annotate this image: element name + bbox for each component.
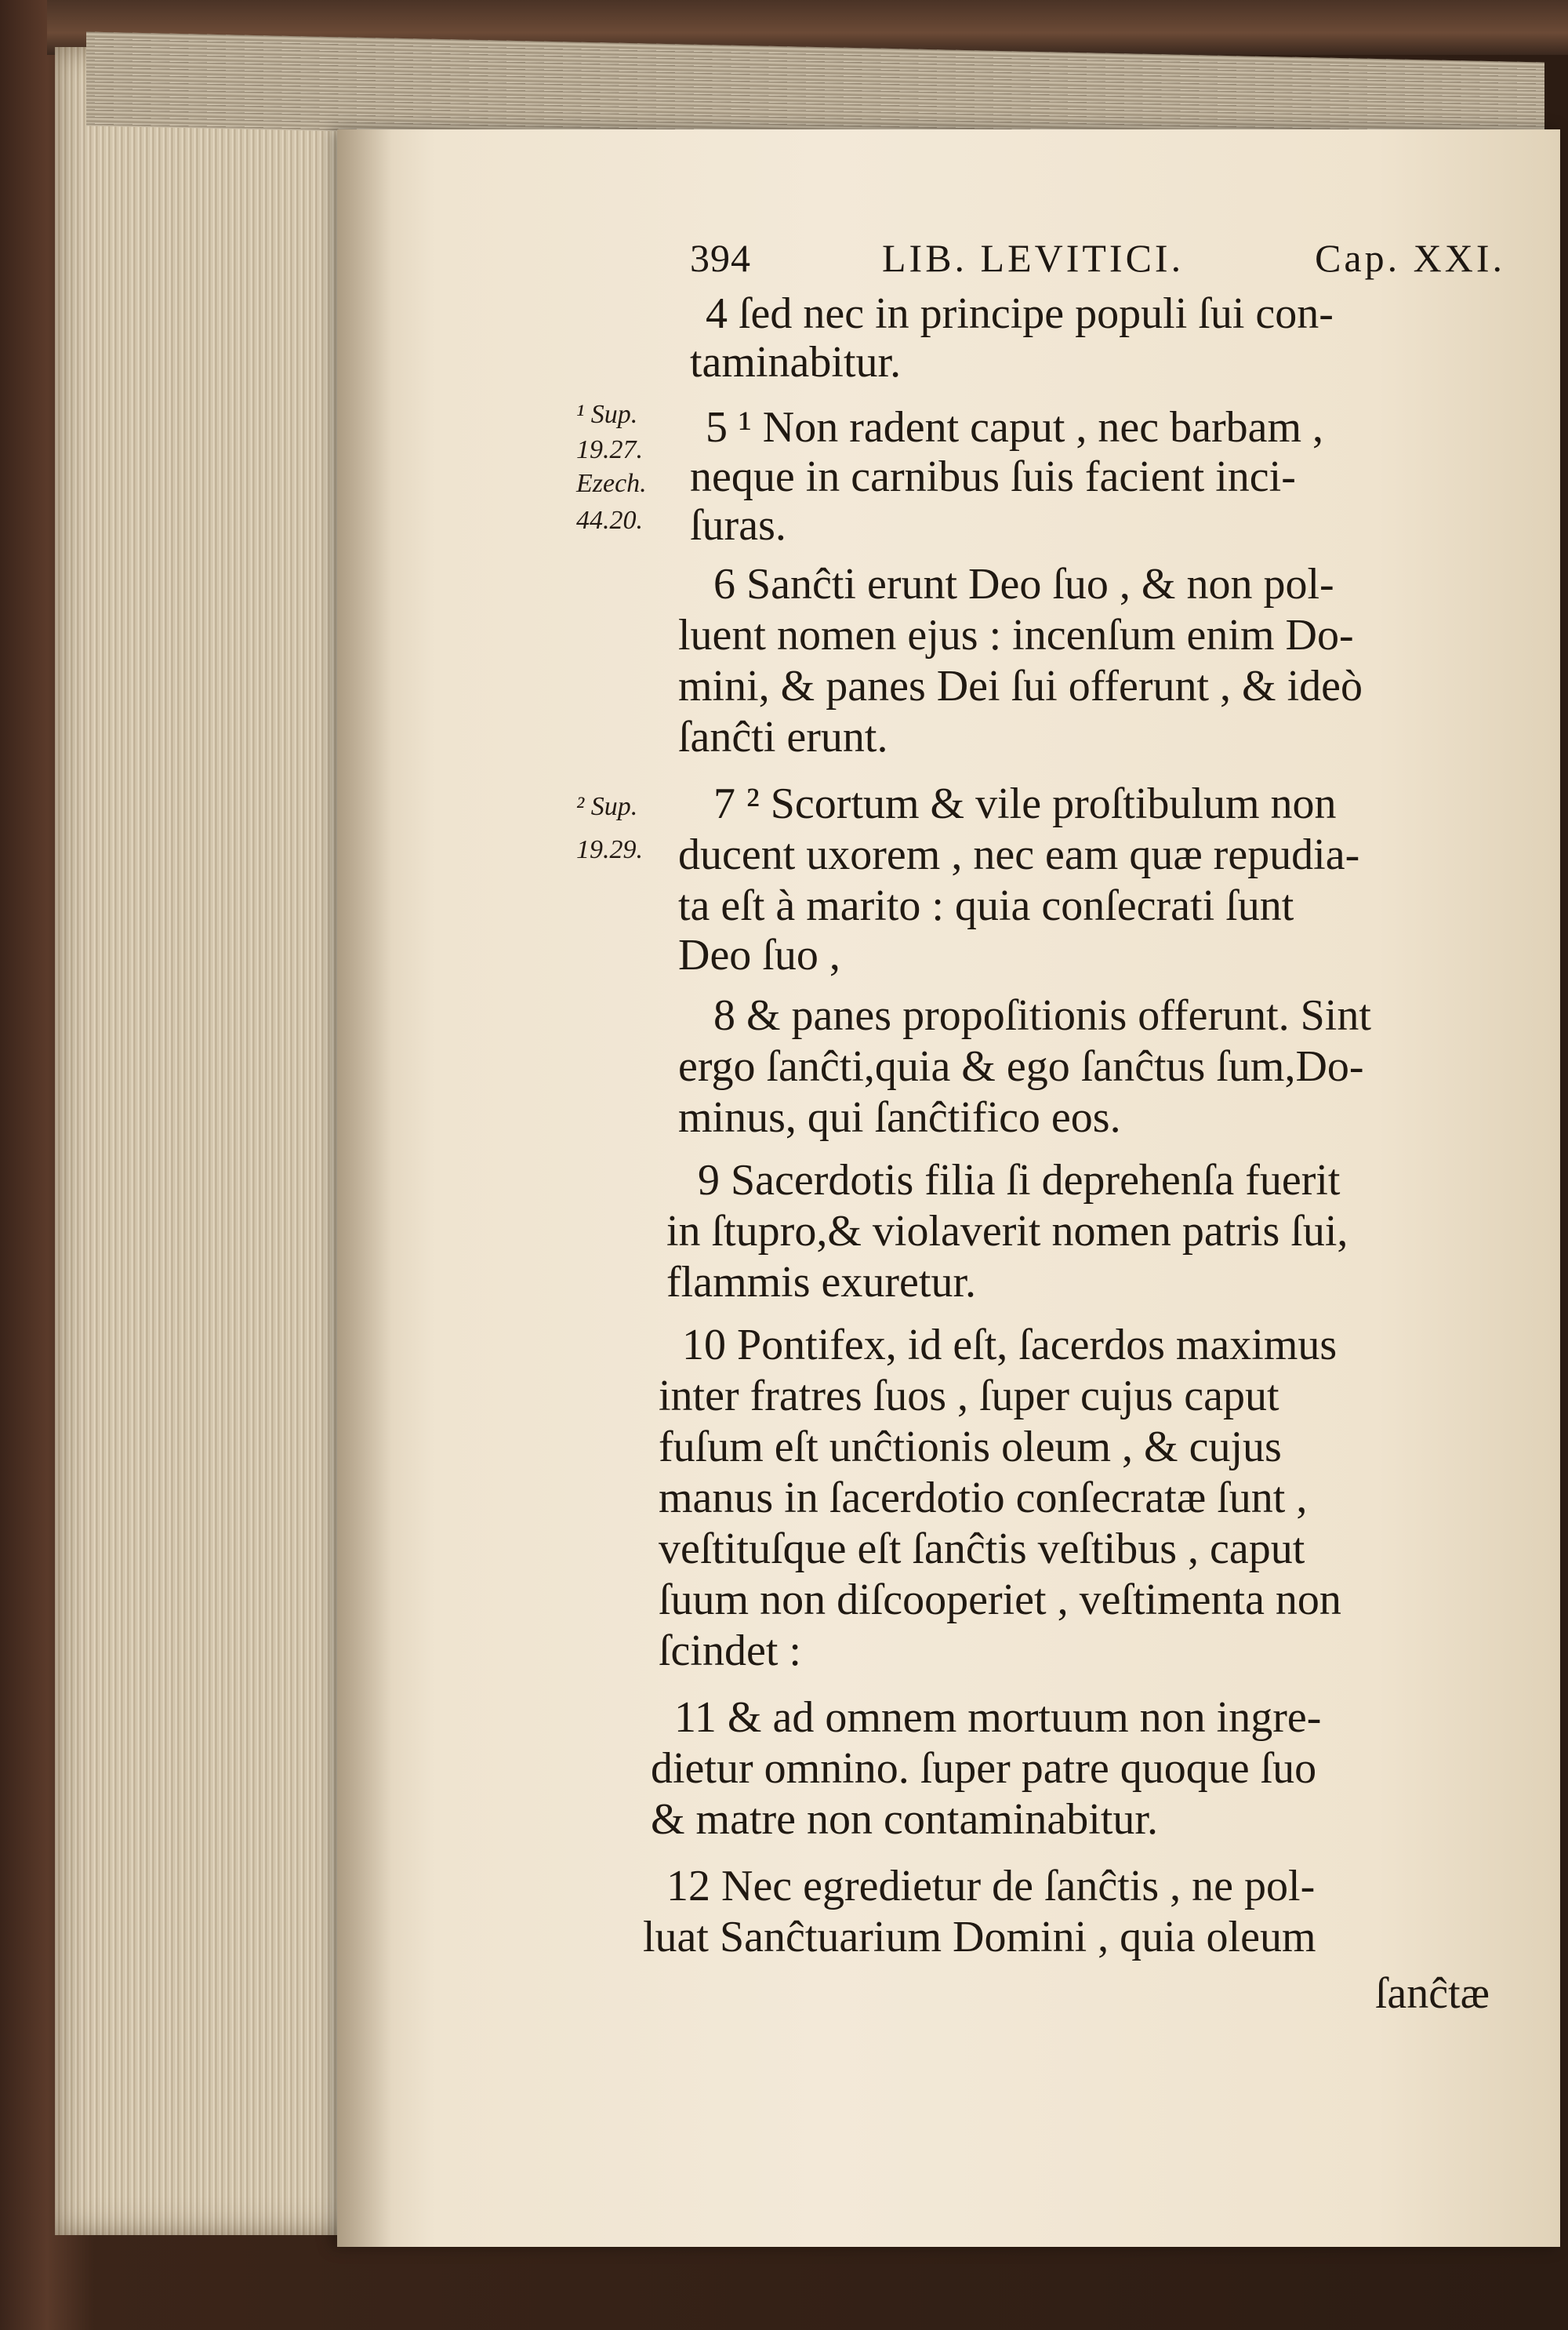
verse-line: mini, & panes Dei ſui offerunt , & ideò (678, 662, 1363, 711)
verse-line: flammis exuretur. (666, 1258, 977, 1307)
margin-note: ² Sup. (576, 792, 638, 821)
verse-line: 10 Pontifex, id eſt, ſacerdos maximus (682, 1321, 1338, 1369)
verse-line: 9 Sacerdotis filia ſi deprehenſa fuerit (698, 1156, 1341, 1205)
verse-line: in ſtupro,& violaverit nomen patris ſui, (666, 1207, 1348, 1256)
running-head (690, 235, 1505, 290)
verse-line: 5 ¹ Non radent caput , nec barbam , (706, 403, 1324, 452)
verse-line: ergo ſanĉti,quia & ego ſanĉtus ſum,Do- (678, 1042, 1364, 1091)
verse-line: ſcindet : (659, 1627, 801, 1675)
verse-line: dietur omnino. ſuper patre quoque ſuo (651, 1744, 1317, 1793)
verse-line: ta eſt à marito : quia conſecrati ſunt (678, 881, 1294, 930)
margin-note: 44.20. (576, 506, 643, 535)
verse-line: luat Sanĉtuarium Domini , quia oleum (643, 1913, 1316, 1961)
verse-line: luent nomen ejus : incenſum enim Do- (678, 611, 1354, 660)
verse-line: manus in ſacerdotio conſecratæ ſunt , (659, 1474, 1308, 1522)
verse-line: neque in carnibus ſuis facient inci- (690, 453, 1296, 501)
verse-line: Deo ſuo , (678, 931, 840, 980)
margin-note: ¹ Sup. (576, 400, 638, 429)
verse-line: ſuras. (690, 501, 786, 550)
margin-note: 19.29. (576, 835, 643, 864)
verse-line: taminabitur. (690, 338, 902, 387)
verse-line: ducent uxorem , nec eam quæ repudia- (678, 831, 1360, 879)
verse-line: 4 ſed nec in principe populi ſui con- (706, 289, 1334, 338)
margin-note: 19.27. (576, 435, 643, 464)
verse-line: veſtituſque eſt ſanĉtis veſtibus , caput (659, 1525, 1305, 1573)
verse-line: & matre non contaminabitur. (651, 1795, 1158, 1844)
page-number: 394 (690, 236, 751, 280)
verse-line: minus, qui ſanĉtifico eos. (678, 1093, 1121, 1142)
book-title: LIB. LEVITICI. (882, 236, 1185, 280)
catchword: ſanĉtæ (1374, 1969, 1490, 2018)
chapter-label: Cap. XXI. (1315, 236, 1505, 280)
verse-line: 12 Nec egredietur de ſanĉtis , ne pol- (666, 1862, 1316, 1910)
verse-line: 7 ² Scortum & vile proſtibulum non (713, 780, 1337, 828)
margin-note: Ezech. (576, 469, 647, 498)
page-gutter-shadow (337, 129, 392, 2247)
verse-line: inter fratres ſuos , ſuper cujus caput (659, 1372, 1279, 1420)
verse-line: 8 & panes propoſitionis offerunt. Sint (713, 991, 1371, 1040)
verse-line: 6 Sanĉti erunt Deo ſuo , & non pol- (713, 560, 1334, 609)
verse-line: ſanĉti erunt. (678, 713, 888, 762)
verse-line: 11 & ad omnem mortuum non ingre- (674, 1693, 1322, 1742)
verse-line: fuſum eſt unĉtionis oleum , & cujus (659, 1423, 1282, 1471)
verse-line: ſuum non diſcooperiet , veſtimenta non (659, 1576, 1341, 1624)
